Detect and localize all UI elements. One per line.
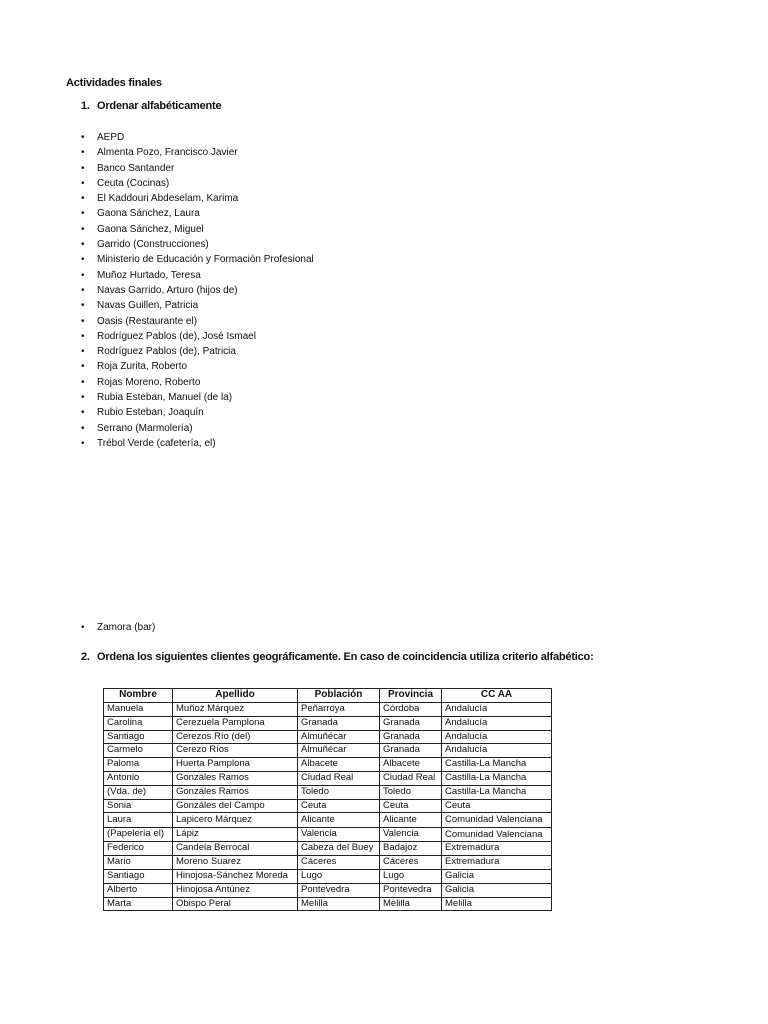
table-cell: Córdoba	[380, 703, 442, 717]
list-item: • Roja Zurita, Roberto	[81, 359, 314, 374]
list-item: • Navas Guillen, Patricia	[81, 298, 314, 313]
table-cell: Alicante	[298, 813, 380, 828]
table-cell: Ceuta	[380, 799, 442, 813]
table-row	[104, 716, 552, 730]
table-row	[104, 799, 552, 813]
table-cell: Ciudad Real	[298, 771, 380, 785]
list-item: • Rodríguez Pablos (de), Patricia	[81, 344, 314, 359]
table-row	[104, 856, 552, 870]
table-cell: Almuñécar	[298, 730, 380, 744]
table-cell: Galicia	[442, 869, 552, 883]
list-item: • Trébol Verde (cafetería, el)	[81, 436, 314, 451]
table-cell: Castilla-La Mancha	[442, 785, 552, 799]
table-row	[104, 842, 552, 856]
alphabetical-list	[81, 130, 314, 451]
list-item: • Gaona Sánchez, Laura	[81, 206, 314, 221]
table-cell: Lápiz	[173, 827, 298, 842]
table-cell: Castilla-La Mancha	[442, 771, 552, 785]
table-cell: Carmelo	[104, 744, 173, 758]
table-cell: Albacete	[380, 758, 442, 772]
table-cell: Gonzáles del Campo	[173, 799, 298, 813]
page-title: Actividades finales	[66, 77, 162, 89]
table-cell: Melilla	[442, 897, 552, 911]
table-cell: Santiago	[104, 730, 173, 744]
table-cell: Albacete	[298, 758, 380, 772]
table-cell: Lugo	[298, 869, 380, 883]
table-cell: Alberto	[104, 883, 173, 897]
table-cell: Cáceres	[298, 856, 380, 870]
table-cell: (Vda. de)	[104, 785, 173, 799]
column-header: Provincia	[380, 689, 442, 703]
table-cell: Cáceres	[380, 856, 442, 870]
table-cell: Granada	[380, 716, 442, 730]
table-cell: Ciudad Real	[380, 771, 442, 785]
section-2-heading-text: Ordena los siguientes clientes geográficamente. En caso de coincidencia utiliza criterio alfabético:	[97, 651, 594, 663]
list-item: • Serrano (Marmolería)	[81, 421, 314, 436]
section-2-heading	[81, 651, 594, 663]
list-item: • Rojas Moreno, Roberto	[81, 375, 314, 390]
list-item: • Oasis (Restaurante el)	[81, 314, 314, 329]
table-row	[104, 771, 552, 785]
table-cell: (Papelería el)	[104, 827, 173, 842]
table-cell: Melilla	[380, 897, 442, 911]
section-2-number: 2.	[81, 651, 90, 663]
table-cell: Manuela	[104, 703, 173, 717]
table-cell: Extremadura	[442, 856, 552, 870]
list-item: • Ministerio de Educación y Formación Profesional	[81, 252, 314, 267]
list-item: • Rubia Esteban, Manuel (de la)	[81, 390, 314, 405]
column-header: Población	[298, 689, 380, 703]
column-header: Nombre	[104, 689, 173, 703]
table-row	[104, 869, 552, 883]
table-cell: Alicante	[380, 813, 442, 828]
table-cell: Cerezuela Pamplona	[173, 716, 298, 730]
list-item: • Rubio Esteban, Joaquín	[81, 405, 314, 420]
table-cell: Cerezos Río (del)	[173, 730, 298, 744]
table-cell: Toledo	[380, 785, 442, 799]
table-cell: Granada	[380, 744, 442, 758]
table-cell: Valencia	[298, 827, 380, 842]
table-cell: Cabeza del Buey	[298, 842, 380, 856]
table-cell: Galicia	[442, 883, 552, 897]
table-cell: Granada	[298, 716, 380, 730]
list-item: • Zamora (bar)	[81, 620, 155, 635]
table-cell: Moreno Suarez	[173, 856, 298, 870]
table-cell: Toledo	[298, 785, 380, 799]
list-item: • Almenta Pozo, Francisco Javier	[81, 145, 314, 160]
table-cell: Federico	[104, 842, 173, 856]
list-item: • Garrido (Construcciones)	[81, 237, 314, 252]
list-item: • Ceuta (Cocinas)	[81, 176, 314, 191]
table-cell: Almuñécar	[298, 744, 380, 758]
table-cell: Extremadura	[442, 842, 552, 856]
table-cell: Marta	[104, 897, 173, 911]
table-cell: Andalucía	[442, 744, 552, 758]
table-cell: Castilla-La Mancha	[442, 758, 552, 772]
table-row	[104, 785, 552, 799]
table-cell: Pontevedra	[298, 883, 380, 897]
table-cell: Laura	[104, 813, 173, 828]
list-item: • Banco Santander	[81, 161, 314, 176]
table-cell: Cerezo Ríos	[173, 744, 298, 758]
column-header: CC AA	[442, 689, 552, 703]
table-cell: Obispo Peral	[173, 897, 298, 911]
section-1-heading-text: Ordenar alfabéticamente	[97, 100, 222, 112]
table-cell: Santiago	[104, 869, 173, 883]
table-cell: Andalucía	[442, 730, 552, 744]
table-cell: Gonzáles Ramos	[173, 771, 298, 785]
table-cell: Candela Berrocal	[173, 842, 298, 856]
table-cell: Andalucía	[442, 703, 552, 717]
table-row	[104, 758, 552, 772]
section-1-heading	[81, 100, 221, 112]
table-cell: Badajoz	[380, 842, 442, 856]
table-header-row	[104, 689, 552, 703]
table-cell: Hinojosa Antúnez	[173, 883, 298, 897]
table-row	[104, 703, 552, 717]
table-cell: Pontevedra	[380, 883, 442, 897]
alphabetical-list-continued	[81, 620, 155, 635]
table-cell: Ceuta	[298, 799, 380, 813]
table-cell: Peñarroya	[298, 703, 380, 717]
table-cell: Lugo	[380, 869, 442, 883]
list-item: • Gaona Sánchez, Miguel	[81, 222, 314, 237]
table-cell: Paloma	[104, 758, 173, 772]
table-row	[104, 744, 552, 758]
table-cell: Comunidad Valenciana	[442, 813, 552, 828]
table-cell: Valencia	[380, 827, 442, 842]
table-cell: Melilla	[298, 897, 380, 911]
table-row	[104, 813, 552, 828]
table-row	[104, 897, 552, 911]
table-cell: Comunidad Valenciana	[442, 827, 552, 842]
table-row	[104, 827, 552, 842]
table-cell: Huerta Pamplona	[173, 758, 298, 772]
column-header: Apellido	[173, 689, 298, 703]
table-cell: Hinojosa-Sánchez Moreda	[173, 869, 298, 883]
table-cell: Granada	[380, 730, 442, 744]
table-cell: Mario	[104, 856, 173, 870]
table-cell: Andalucía	[442, 716, 552, 730]
table-body	[104, 703, 552, 911]
table-row	[104, 883, 552, 897]
table-cell: Carolina	[104, 716, 173, 730]
list-item: • AEPD	[81, 130, 314, 145]
table-cell: Lapicero Márquez	[173, 813, 298, 828]
list-item: • Muñoz Hurtado, Teresa	[81, 268, 314, 283]
list-item: • Navas Garrido, Arturo (hijos de)	[81, 283, 314, 298]
table-cell: Ceuta	[442, 799, 552, 813]
list-item: • Rodríguez Pablos (de), José Ismael	[81, 329, 314, 344]
table-cell: Gonzáles Ramos	[173, 785, 298, 799]
table-row	[104, 730, 552, 744]
clients-table	[103, 688, 552, 911]
table-cell: Muñoz Márquez	[173, 703, 298, 717]
table-cell: Antonio	[104, 771, 173, 785]
section-1-number: 1.	[81, 100, 90, 112]
list-item: • El Kaddouri Abdeselam, Karima	[81, 191, 314, 206]
table-cell: Sonia	[104, 799, 173, 813]
